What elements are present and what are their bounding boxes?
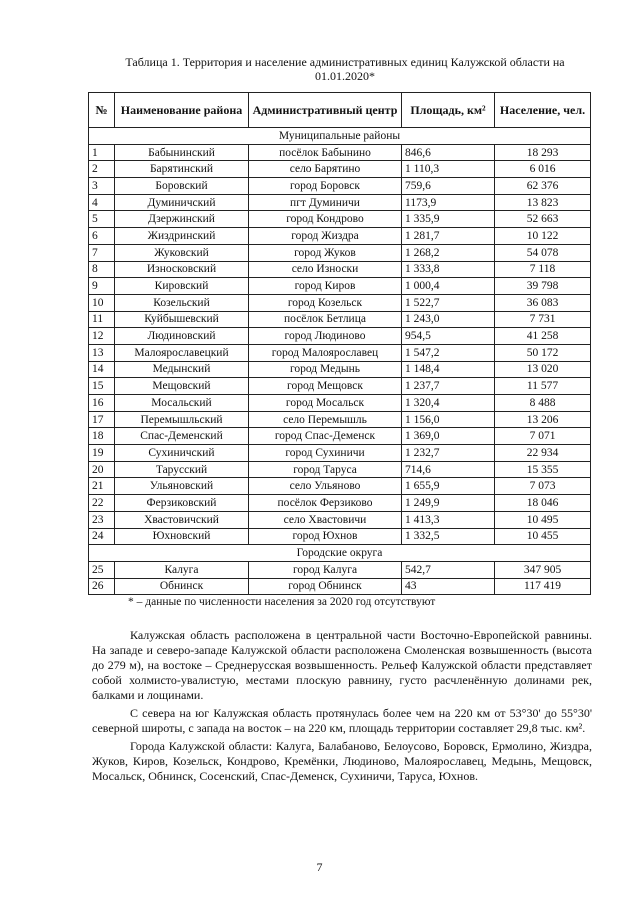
cell-pop: 7 071	[495, 428, 591, 445]
page-number: 7	[316, 860, 323, 874]
cell-num: 5	[89, 211, 115, 228]
table-row	[89, 395, 591, 412]
cell-area: 1 237,7	[402, 378, 495, 395]
cell-area: 1 333,8	[402, 261, 495, 278]
cell-pop: 117 419	[495, 578, 591, 595]
cell-num: 16	[89, 395, 115, 412]
cell-num: 2	[89, 161, 115, 178]
group-row-municipal	[89, 128, 591, 145]
cell-num: 3	[89, 178, 115, 195]
table-row	[89, 578, 591, 595]
cell-center: село Барятино	[249, 161, 402, 178]
table-row	[89, 261, 591, 278]
table-row	[89, 445, 591, 462]
cell-area: 1 335,9	[402, 211, 495, 228]
cell-area: 714,6	[402, 461, 495, 478]
cell-name: Износковский	[115, 261, 249, 278]
table-row	[89, 344, 591, 361]
cell-pop: 6 016	[495, 161, 591, 178]
cell-pop: 10 455	[495, 528, 591, 545]
table-caption: Таблица 1. Территория и население административных единиц Калужской области на 01.01.2020*	[125, 55, 565, 83]
cell-name: Бабынинский	[115, 144, 249, 161]
cell-center: город Калуга	[249, 561, 402, 578]
cell-name: Кировский	[115, 278, 249, 295]
cell-num: 8	[89, 261, 115, 278]
table-row	[89, 361, 591, 378]
table-row	[89, 561, 591, 578]
cell-pop: 15 355	[495, 461, 591, 478]
table-row	[89, 378, 591, 395]
cell-center: город Жуков	[249, 244, 402, 261]
cell-pop: 52 663	[495, 211, 591, 228]
cell-center: город Медынь	[249, 361, 402, 378]
cell-area: 1 655,9	[402, 478, 495, 495]
table-row	[89, 511, 591, 528]
cell-area: 1 268,2	[402, 244, 495, 261]
cell-area: 954,5	[402, 328, 495, 345]
header-num: №	[89, 93, 115, 128]
table-row	[89, 411, 591, 428]
cell-center: город Боровск	[249, 178, 402, 195]
cell-num: 15	[89, 378, 115, 395]
cell-name: Перемышльский	[115, 411, 249, 428]
cell-area: 1 547,2	[402, 344, 495, 361]
cell-num: 6	[89, 228, 115, 245]
cell-center: посёлок Бетлица	[249, 311, 402, 328]
cell-area: 1 281,7	[402, 228, 495, 245]
cell-num: 22	[89, 495, 115, 512]
table-row	[89, 311, 591, 328]
cell-name: Сухиничский	[115, 445, 249, 462]
cell-num: 19	[89, 445, 115, 462]
cell-center: посёлок Бабынино	[249, 144, 402, 161]
cell-name: Малоярославецкий	[115, 344, 249, 361]
cell-pop: 7 073	[495, 478, 591, 495]
cell-name: Мосальский	[115, 395, 249, 412]
footnote: * – данные по численности населения за 2020 год отсутствуют	[128, 596, 436, 608]
cell-pop: 13 020	[495, 361, 591, 378]
table-row	[89, 178, 591, 195]
table-row	[89, 211, 591, 228]
cell-center: посёлок Ферзиково	[249, 495, 402, 512]
cell-center: село Ульяново	[249, 478, 402, 495]
cell-pop: 18 293	[495, 144, 591, 161]
cell-pop: 54 078	[495, 244, 591, 261]
cell-center: город Таруса	[249, 461, 402, 478]
cell-name: Думиничский	[115, 194, 249, 211]
cell-num: 17	[89, 411, 115, 428]
cell-area: 542,7	[402, 561, 495, 578]
cell-num: 9	[89, 278, 115, 295]
cell-pop: 22 934	[495, 445, 591, 462]
cell-num: 13	[89, 344, 115, 361]
cell-name: Обнинск	[115, 578, 249, 595]
group-row-urban	[89, 545, 591, 562]
cell-name: Дзержинский	[115, 211, 249, 228]
cell-center: город Малоярославец	[249, 344, 402, 361]
cell-pop: 18 046	[495, 495, 591, 512]
cell-num: 18	[89, 428, 115, 445]
cell-area: 1 243,0	[402, 311, 495, 328]
cell-num: 21	[89, 478, 115, 495]
cell-center: город Киров	[249, 278, 402, 295]
cell-name: Хвастовичский	[115, 511, 249, 528]
cell-name: Медынский	[115, 361, 249, 378]
cell-pop: 41 258	[495, 328, 591, 345]
cell-area: 1 332,5	[402, 528, 495, 545]
table-row	[89, 428, 591, 445]
cell-num: 20	[89, 461, 115, 478]
cell-area: 1 413,3	[402, 511, 495, 528]
cell-num: 1	[89, 144, 115, 161]
cell-name: Барятинский	[115, 161, 249, 178]
table-row	[89, 194, 591, 211]
cell-area: 1 522,7	[402, 294, 495, 311]
cell-center: город Юхнов	[249, 528, 402, 545]
header-area: Площадь, км²	[402, 93, 495, 128]
cell-pop: 8 488	[495, 395, 591, 412]
table-row	[89, 228, 591, 245]
cell-name: Людиновский	[115, 328, 249, 345]
cell-center: город Сухиничи	[249, 445, 402, 462]
cell-pop: 7 118	[495, 261, 591, 278]
cell-pop: 13 206	[495, 411, 591, 428]
cell-center: город Обнинск	[249, 578, 402, 595]
cell-area: 1 249,9	[402, 495, 495, 512]
cell-name: Ферзиковский	[115, 495, 249, 512]
table-header-row	[89, 93, 591, 128]
group-label: Муниципальные районы	[89, 128, 591, 145]
cell-num: 10	[89, 294, 115, 311]
cell-pop: 62 376	[495, 178, 591, 195]
cell-name: Юхновский	[115, 528, 249, 545]
cell-pop: 10 122	[495, 228, 591, 245]
cell-num: 4	[89, 194, 115, 211]
cell-area: 1 000,4	[402, 278, 495, 295]
cell-center: город Мосальск	[249, 395, 402, 412]
cell-center: пгт Думиничи	[249, 194, 402, 211]
cell-name: Козельский	[115, 294, 249, 311]
cell-center: село Хвастовичи	[249, 511, 402, 528]
cell-num: 23	[89, 511, 115, 528]
table-row	[89, 278, 591, 295]
cell-center: город Мещовск	[249, 378, 402, 395]
cell-area: 1 110,3	[402, 161, 495, 178]
cell-area: 1 320,4	[402, 395, 495, 412]
cell-pop: 11 577	[495, 378, 591, 395]
header-center: Административный центр	[249, 93, 402, 128]
cell-center: город Козельск	[249, 294, 402, 311]
cell-pop: 13 823	[495, 194, 591, 211]
table-row	[89, 461, 591, 478]
body-text	[92, 628, 592, 787]
cell-pop: 10 495	[495, 511, 591, 528]
cell-name: Мещовский	[115, 378, 249, 395]
cell-area: 846,6	[402, 144, 495, 161]
cell-pop: 7 731	[495, 311, 591, 328]
cell-num: 25	[89, 561, 115, 578]
table-row	[89, 144, 591, 161]
cell-num: 11	[89, 311, 115, 328]
cell-name: Калуга	[115, 561, 249, 578]
table-row	[89, 528, 591, 545]
paragraph: Города Калужской области: Калуга, Балабаново, Белоусово, Боровск, Ермолино, Жиздра, Жуков, Киров, Козельск, Кондрово, Кремёнки, Людиново, Малоярославец, Медынь, Мещовск, Мосальск, Обнинск, Сосенский, Спас-Деменск, Сухиничи, Таруса, Юхнов.	[92, 739, 592, 783]
cell-name: Жиздринский	[115, 228, 249, 245]
cell-pop: 347 905	[495, 561, 591, 578]
cell-num: 14	[89, 361, 115, 378]
cell-center: город Спас-Деменск	[249, 428, 402, 445]
table-row	[89, 495, 591, 512]
cell-num: 12	[89, 328, 115, 345]
cell-area: 1 156,0	[402, 411, 495, 428]
cell-area: 1173,9	[402, 194, 495, 211]
cell-area: 1 148,4	[402, 361, 495, 378]
group-label: Городские округа	[89, 545, 591, 562]
table-row	[89, 294, 591, 311]
table-row	[89, 161, 591, 178]
cell-pop: 36 083	[495, 294, 591, 311]
cell-center: село Износки	[249, 261, 402, 278]
cell-pop: 50 172	[495, 344, 591, 361]
cell-name: Ульяновский	[115, 478, 249, 495]
cell-name: Тарусский	[115, 461, 249, 478]
cell-area: 43	[402, 578, 495, 595]
cell-name: Жуковский	[115, 244, 249, 261]
cell-center: город Кондрово	[249, 211, 402, 228]
cell-name: Спас-Деменский	[115, 428, 249, 445]
cell-name: Боровский	[115, 178, 249, 195]
cell-area: 1 369,0	[402, 428, 495, 445]
table-row	[89, 328, 591, 345]
cell-center: город Жиздра	[249, 228, 402, 245]
cell-area: 1 232,7	[402, 445, 495, 462]
header-pop: Население, чел.	[495, 93, 591, 128]
cell-num: 26	[89, 578, 115, 595]
data-table	[88, 92, 591, 595]
paragraph: С севера на юг Калужская область протянулась более чем на 220 км от 53°30' до 55°30' северной широты, с запада на восток – на 220 км, площадь территории составляет 29,8 тыс. км².	[92, 706, 592, 735]
table-row	[89, 478, 591, 495]
cell-center: село Перемышль	[249, 411, 402, 428]
cell-num: 24	[89, 528, 115, 545]
table-row	[89, 244, 591, 261]
cell-name: Куйбышевский	[115, 311, 249, 328]
header-name: Наименование района	[115, 93, 249, 128]
cell-num: 7	[89, 244, 115, 261]
cell-center: город Людиново	[249, 328, 402, 345]
cell-pop: 39 798	[495, 278, 591, 295]
cell-area: 759,6	[402, 178, 495, 195]
paragraph: Калужская область расположена в центральной части Восточно-Европейской равнины. На западе и северо-западе Калужской области расположена Смоленская возвышенность (высота до 279 м), на востоке – Среднерусская возвышенность. Рельеф Калужской области представляет собой холмисто-увалистую, местами плоскую равнину, густо расчленённую долинами рек, балками и лощинами.	[92, 628, 592, 702]
